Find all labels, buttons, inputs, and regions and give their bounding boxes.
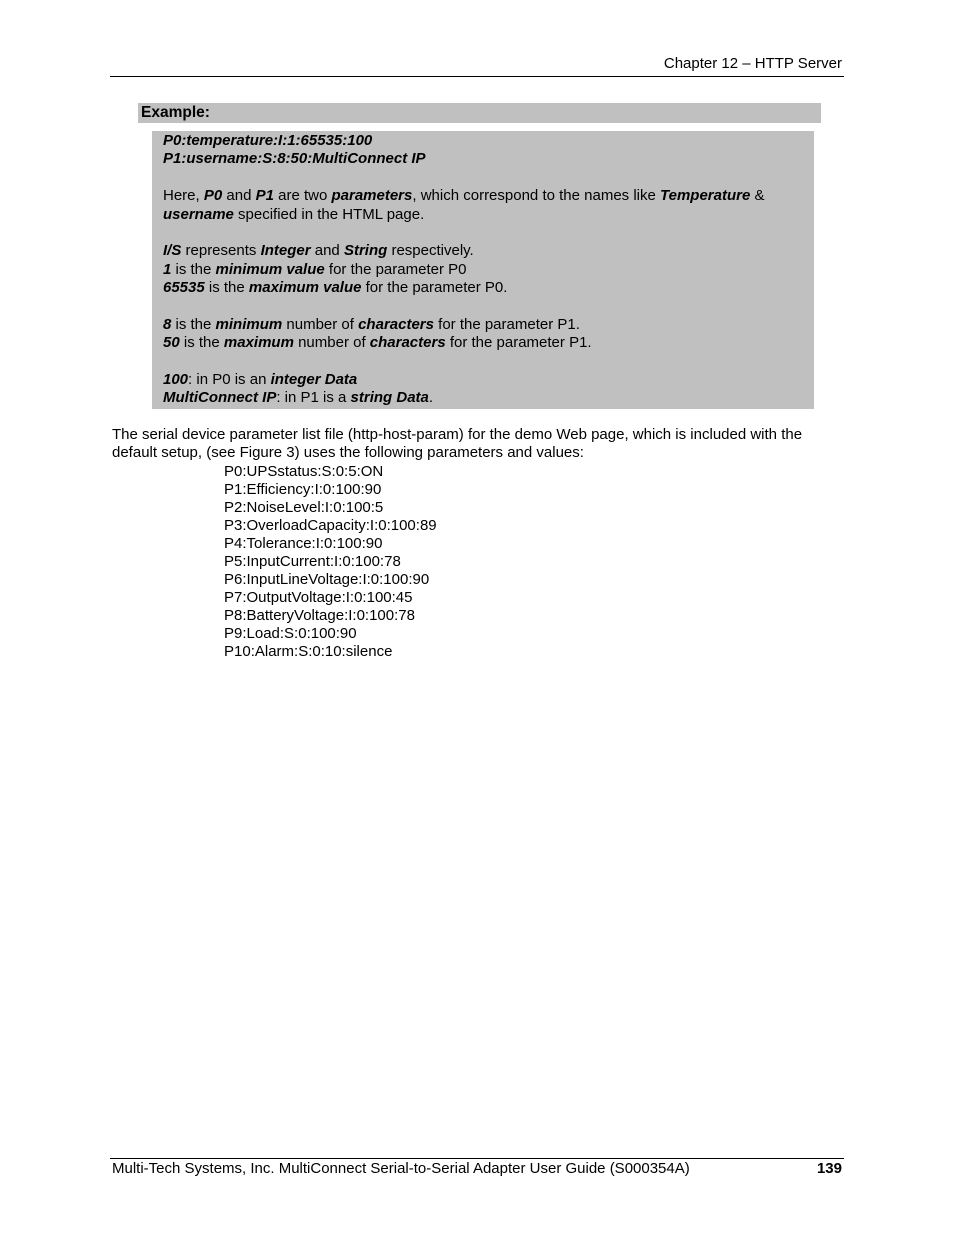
- list-item: P0:UPSstatus:S:0:5:ON: [224, 463, 384, 480]
- example-box: [152, 131, 814, 409]
- example-title: Example:: [141, 104, 210, 121]
- example-para4-line2: MultiConnect IP: in P1 is a string Data.: [163, 389, 434, 406]
- list-item: P4:Tolerance:I:0:100:90: [224, 535, 383, 552]
- example-para3-line2: 50 is the maximum number of characters for the parameter P1.: [163, 334, 592, 351]
- example-code-line-2: P1:username:S:8:50:MultiConnect IP: [163, 150, 426, 167]
- page-number: 139: [816, 1160, 842, 1177]
- parameter-list: [224, 463, 437, 661]
- list-item: P1:Efficiency:I:0:100:90: [224, 481, 382, 498]
- list-item: P8:BatteryVoltage:I:0:100:78: [224, 607, 415, 624]
- example-para1-line2: username specified in the HTML page.: [163, 206, 425, 223]
- running-header: Chapter 12 – HTTP Server: [663, 55, 842, 72]
- list-item: P7:OutputVoltage:I:0:100:45: [224, 589, 413, 606]
- list-item: P2:NoiseLevel:I:0:100:5: [224, 499, 384, 516]
- example-para2-line2: 1 is the minimum value for the parameter P0: [163, 261, 467, 278]
- footer-rule: [110, 1158, 844, 1159]
- example-heading-bar: [138, 103, 821, 123]
- example-para1-line1: Here, P0 and P1 are two parameters, which correspond to the names like Temperature &: [163, 187, 765, 204]
- header-rule: [110, 76, 844, 77]
- example-para3-line1: 8 is the minimum number of characters for the parameter P1.: [163, 316, 580, 333]
- example-code-line-1: P0:temperature:I:1:65535:100: [163, 132, 373, 149]
- body-paragraph-line-2: default setup, (see Figure 3) uses the following parameters and values:: [112, 444, 584, 461]
- example-para2-line3: 65535 is the maximum value for the parameter P0.: [163, 279, 508, 296]
- list-item: P9:Load:S:0:100:90: [224, 625, 357, 642]
- list-item: P5:InputCurrent:I:0:100:78: [224, 553, 401, 570]
- body-paragraph-line-1: The serial device parameter list file (http-host-param) for the demo Web page, which is included with the: [112, 426, 803, 443]
- example-para2-line1: I/S represents Integer and String respectively.: [163, 242, 474, 259]
- list-item: P6:InputLineVoltage:I:0:100:90: [224, 571, 430, 588]
- example-para4-line1: 100: in P0 is an integer Data: [163, 371, 358, 388]
- list-item: P3:OverloadCapacity:I:0:100:89: [224, 517, 437, 534]
- footer-text: Multi-Tech Systems, Inc. MultiConnect Serial-to-Serial Adapter User Guide (S000354A): [112, 1160, 690, 1177]
- list-item: P10:Alarm:S:0:10:silence: [224, 643, 393, 660]
